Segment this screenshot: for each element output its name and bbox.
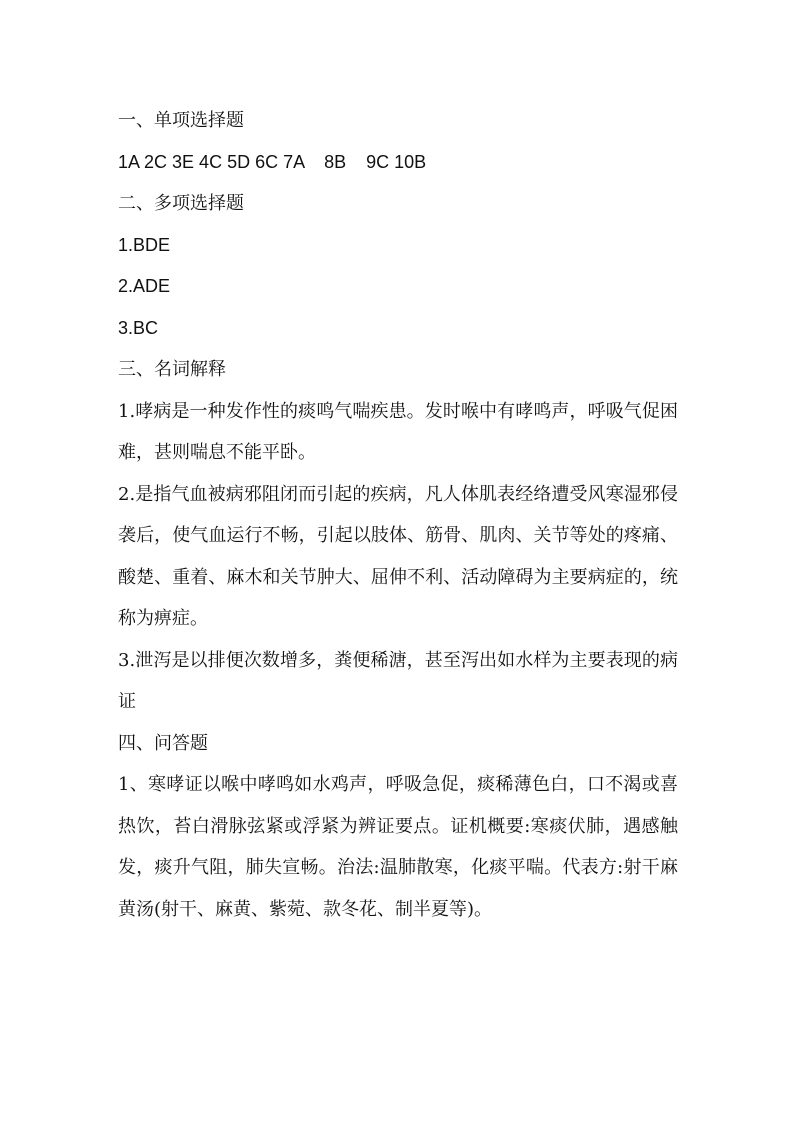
- multiple-choice-answer: 1.BDE: [118, 234, 171, 255]
- section-heading-multiple-choice: 二、多项选择题: [118, 193, 244, 214]
- section-heading-single-choice: 一、单项选择题: [118, 110, 244, 131]
- term-explanation-item: 3.泄泻是以排便次数增多，粪便稀溏，甚至泻出如水样为主要表现的病证: [118, 649, 678, 712]
- multiple-choice-answer: 3.BC: [118, 317, 159, 338]
- multiple-choice-answer: 2.ADE: [118, 276, 171, 296]
- section-heading-qa: 四、问答题: [118, 732, 208, 754]
- term-explanation-item: 1.哮病是一种发作性的痰鸣气喘疾患。发时喉中有哮鸣声，呼吸气促困难，甚则喘息不能平卧。: [118, 400, 678, 463]
- section-heading-term-explanation: 三、名词解释: [118, 359, 226, 380]
- single-choice-answers: 1A 2C 3E 4C 5D 6C 7A 8B 9C 10B: [118, 151, 427, 172]
- term-explanation-item: 2.是指气血被病邪阻闭而引起的疾病，凡人体肌表经络遭受风寒湿邪侵袭后，使气血运行不畅，引起以肢体、筋骨、肌肉、关节等处的疼痛、酸楚、重着、麻木和关节肿大、屈伸不利、活动障碍为主要病症的，统称为痹症。: [118, 483, 678, 629]
- qa-answer-item: 1、寒哮证以喉中哮鸣如水鸡声，呼吸急促，痰稀薄色白，口不渴或喜热饮，苔白滑脉弦紧或浮紧为辨证要点。证机概要:寒痰伏肺，遇感触发，痰升气阻，肺失宣畅。治法:温肺散寒，化痰平喘。代表方:射干麻黄汤(射干、麻黄、紫菀、款冬花、制半夏等)。: [118, 774, 678, 920]
- answer-key-content: [118, 100, 678, 930]
